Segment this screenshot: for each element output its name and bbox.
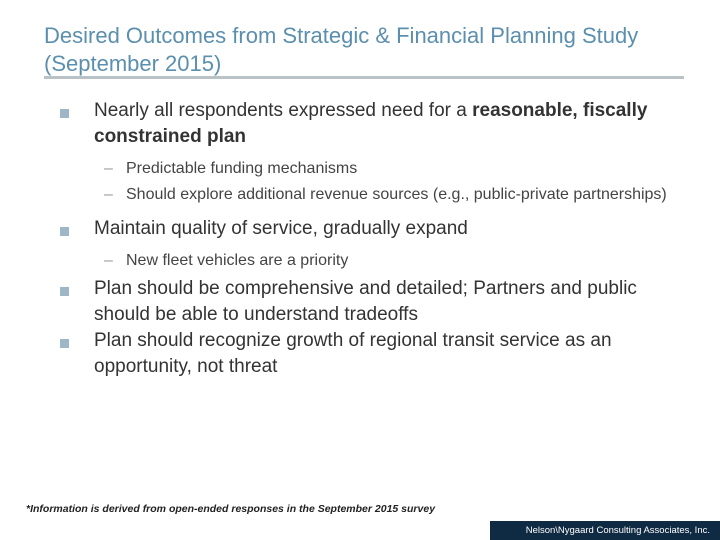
subbullet-2-1 — [60, 250, 680, 272]
bullet-2-text: Maintain quality of service, gradually expand — [94, 218, 468, 239]
bullet-3-text: Plan should be comprehensive and detailed; Partners and public should be able to understand tradeoffs — [94, 278, 637, 325]
footer-company-name: Nelson\Nygaard Consulting Associates, Inc. — [525, 525, 710, 536]
bullet-4 — [60, 328, 680, 380]
bullet-4-text: Plan should recognize growth of regional transit service as an opportunity, not threat — [94, 330, 612, 377]
subbullet-1-2 — [60, 184, 680, 206]
bullet-1-text: Nearly all respondents expressed need for a — [94, 100, 473, 121]
subbullet-2-1-text: New fleet vehicles are a priority — [126, 252, 349, 269]
slide-title: Desired Outcomes from Strategic & Financial Planning Study (September 2015) — [44, 23, 639, 76]
square-bullet-icon — [60, 339, 69, 348]
square-bullet-icon — [60, 109, 69, 118]
footnote: *Information is derived from open-ended responses in the September 2015 survey — [26, 503, 436, 515]
dash-icon: – — [104, 186, 113, 203]
subbullet-1-2-text: Should explore additional revenue sources (e.g., public-private partnerships) — [126, 186, 667, 203]
dash-icon: – — [104, 160, 113, 177]
dash-icon: – — [104, 252, 113, 269]
title-underline — [44, 76, 684, 79]
subbullet-1-1-text: Predictable funding mechanisms — [126, 160, 358, 177]
bullet-1-emphasis: reasonable, fiscally constrained plan — [94, 100, 648, 147]
bullet-3 — [60, 276, 680, 328]
bullet-1 — [60, 98, 680, 150]
footer-company-bar — [490, 521, 720, 540]
square-bullet-icon — [60, 227, 69, 236]
subbullet-1-1 — [60, 158, 680, 180]
bullet-2 — [60, 216, 680, 242]
bullet-list — [60, 98, 680, 380]
square-bullet-icon — [60, 287, 69, 296]
